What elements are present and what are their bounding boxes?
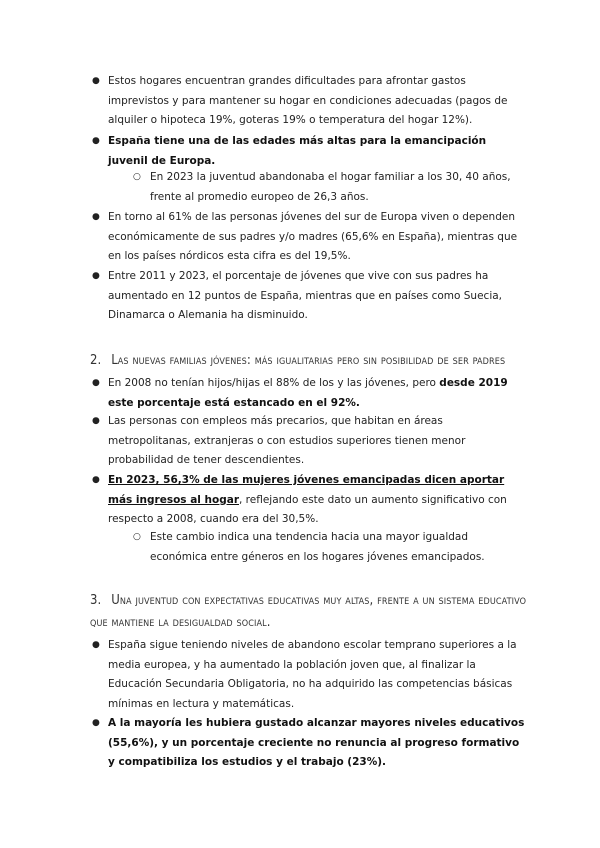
list-item: A la mayoría les hubiera gustado alcanzar mayores niveles educativos (55,6%), y un porcentaje creciente no renuncia al progreso formativo y compatibiliza los estudios y el trabajo (23%).	[108, 717, 525, 768]
bullet-icon: ●	[92, 718, 100, 728]
section-title: Una juventud con expectativas educativas muy altas, frente a un sistema educativo que mantiene la desigualdad social.	[90, 593, 527, 630]
section-title: Las nuevas familias jóvenes: más igualitarias pero sin posibilidad de ser padres	[111, 353, 506, 368]
list-item-emphasis: En 2023, 56,3% de las mujeres jóvenes emancipadas dicen aportar más ingresos al hogar	[108, 474, 505, 506]
bullet-icon: ●	[92, 416, 100, 426]
list-item-emphasis: desde 2019 este porcentaje está estancado en el 92%.	[108, 377, 508, 409]
list-item: Estos hogares encuentran grandes dificultades para afrontar gastos imprevistos y para mantener su hogar en condiciones adecuadas (pagos de alquiler o hipoteca 19%, goteras 19% o temperatura del hogar 12%).	[108, 75, 508, 126]
section-heading	[90, 590, 530, 634]
section-heading	[90, 350, 530, 372]
section-number: 3.	[90, 593, 102, 608]
bullet-icon: ●	[92, 475, 100, 485]
list-item: España tiene una de las edades más altas para la emancipación juvenil de Europa.	[108, 135, 487, 167]
list-item-text: , reflejando este dato un aumento significativo con respecto a 2008, cuando era del 30,5%.	[108, 493, 507, 525]
sub-bullet-icon: ○	[133, 532, 141, 542]
bullet-icon: ●	[92, 640, 100, 650]
list-item-text: En 2008 no tenían hijos/hijas el 88% de los y las jóvenes, pero	[108, 377, 440, 389]
list-item	[108, 374, 528, 413]
bullet-icon: ●	[92, 136, 100, 146]
section-number: 2.	[90, 353, 102, 368]
list-item: Entre 2011 y 2023, el porcentaje de jóvenes que vive con sus padres ha aumentado en 12 puntos de España, mientras que en países como Suecia, Dinamarca o Alemania ha disminuido.	[108, 270, 503, 321]
list-item: Este cambio indica una tendencia hacia una mayor igualdad económica entre géneros en los hogares jóvenes emancipados.	[150, 531, 485, 563]
list-item: En 2023 la juventud abandonaba el hogar familiar a los 30, 40 años, frente al promedio europeo de 26,3 años.	[150, 171, 511, 203]
list-item: España sigue teniendo niveles de abandono escolar temprano superiores a la media europea, y ha aumentado la población joven que, al finalizar la Educación Secundaria Obligatoria, no ha adquirido las competencias básicas mínimas en lectura y matemáticas.	[108, 639, 517, 710]
sub-bullet-icon: ○	[133, 172, 141, 182]
bullet-icon: ●	[92, 76, 100, 86]
list-item: Las personas con empleos más precarios, que habitan en áreas metropolitanas, extranjeras o con estudios superiores tienen menor probabilidad de tener descendientes.	[108, 415, 466, 466]
list-item: En torno al 61% de las personas jóvenes del sur de Europa viven o dependen económicamente de sus padres y/o madres (65,6% en España), mientras que en los países nórdicos esta cifra es del 19,5%.	[108, 211, 518, 262]
bullet-icon: ●	[92, 378, 100, 388]
list-item	[108, 471, 518, 530]
bullet-icon: ●	[92, 271, 100, 281]
bullet-icon: ●	[92, 212, 100, 222]
